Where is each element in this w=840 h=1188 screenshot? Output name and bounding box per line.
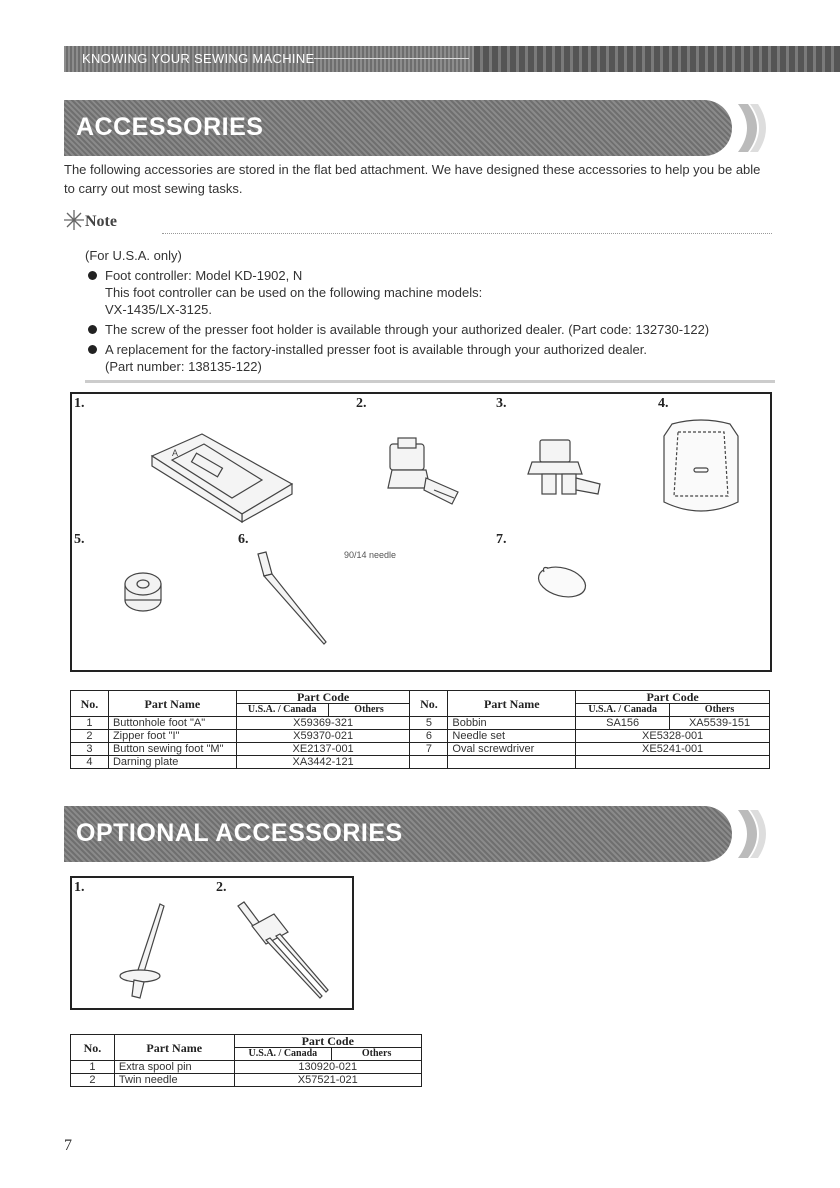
twin-needle-icon: [232, 900, 332, 1004]
col-usa: U.S.A. / Canada: [234, 1048, 332, 1061]
col-no: No.: [410, 691, 448, 717]
oval-screwdriver-icon: [534, 562, 590, 602]
cell-part-name: Extra spool pin: [114, 1061, 234, 1074]
figure-label: 3.: [496, 396, 507, 411]
table-header-row: [71, 691, 770, 704]
note-bottom-rule: [85, 380, 775, 383]
table-row: [71, 730, 770, 743]
cell-part-name: Oval screwdriver: [448, 743, 576, 756]
note-item-text: This foot controller can be used on the following machine models:: [105, 285, 483, 300]
figure-label: 4.: [658, 396, 669, 411]
figure-label: 6.: [238, 532, 249, 547]
note-item-text: (Part number: 138135-122): [105, 359, 262, 374]
col-part-code: Part Code: [236, 691, 410, 704]
cell-part-code: X59370-021: [236, 730, 410, 743]
note-region: (For U.S.A. only): [85, 248, 182, 263]
buttonhole-foot-icon: [142, 426, 302, 526]
cell-part-code: XA3442-121: [236, 756, 410, 769]
cell-part-code: X59369-321: [236, 717, 410, 730]
cell-part-name: Zipper foot "I": [108, 730, 236, 743]
cell-no: 2: [71, 1074, 115, 1087]
zipper-foot-icon: [370, 434, 470, 514]
table-row: [71, 743, 770, 756]
note-item-text: The screw of the presser foot holder is available through your authorized dealer. (Part code: 132730-122): [105, 322, 710, 337]
col-usa: U.S.A. / Canada: [236, 704, 328, 717]
needle-icon: [252, 550, 332, 646]
cell-no: 2: [71, 730, 109, 743]
section-header-title: KNOWING YOUR SEWING MACHINE: [82, 51, 315, 66]
accessories-figure: [70, 392, 772, 672]
figure-label: 1.: [74, 880, 85, 895]
figure-label: 2.: [216, 880, 227, 895]
note-item-text: A replacement for the factory-installed presser foot is available through your authorized dealer.: [105, 342, 647, 357]
svg-text:A: A: [172, 448, 179, 458]
cell-empty: [576, 756, 770, 769]
accessories-title: ACCESSORIES: [76, 113, 264, 141]
note-sparkle-icon: [62, 208, 86, 232]
cell-no: 1: [71, 1061, 115, 1074]
cell-part-code: XE2137-001: [236, 743, 410, 756]
col-part-code: Part Code: [234, 1035, 421, 1048]
button-sewing-foot-icon: [518, 434, 618, 514]
col-no: No.: [71, 691, 109, 717]
cell-part-name: Button sewing foot "M": [108, 743, 236, 756]
note-title: Note: [85, 213, 117, 230]
col-part-name: Part Name: [114, 1035, 234, 1061]
table-row: [71, 756, 770, 769]
table-header-row: [71, 1035, 422, 1048]
cell-no: 3: [71, 743, 109, 756]
cell-part-code: 130920-021: [234, 1061, 421, 1074]
col-part-name: Part Name: [108, 691, 236, 717]
cell-part-name: Darning plate: [108, 756, 236, 769]
figure-label: 7.: [496, 532, 507, 547]
optional-accessories-table: [70, 1034, 422, 1087]
col-no: No.: [71, 1035, 115, 1061]
note-item: [85, 321, 775, 338]
cell-part-name: Needle set: [448, 730, 576, 743]
optional-accessories-banner: [64, 806, 732, 862]
cell-no: 1: [71, 717, 109, 730]
table-row: [71, 1074, 422, 1087]
extra-spool-pin-icon: [110, 900, 190, 1004]
note-item: [85, 267, 775, 318]
cell-part-name: Buttonhole foot "A": [108, 717, 236, 730]
page-number: 7: [64, 1137, 72, 1154]
accessories-banner: [64, 100, 732, 156]
note-item-text: VX-1435/LX-3125.: [105, 302, 212, 317]
bobbin-icon: [120, 566, 166, 616]
cell-part-code: XE5241-001: [576, 743, 770, 756]
cell-no: 7: [410, 743, 448, 756]
col-others: Others: [328, 704, 410, 717]
table-row: [71, 1061, 422, 1074]
needle-caption: 90/14 needle: [344, 550, 397, 560]
figure-label: 5.: [74, 532, 85, 547]
optional-accessories-figure: [70, 876, 354, 1010]
note-divider: [162, 233, 772, 234]
cell-part-name: Twin needle: [114, 1074, 234, 1087]
cell-empty: [448, 756, 576, 769]
figure-label: 2.: [356, 396, 367, 411]
col-usa: U.S.A. / Canada: [576, 704, 670, 717]
darning-plate-icon: [656, 416, 746, 520]
cell-part-code-usa: SA156: [576, 717, 670, 730]
cell-no: 4: [71, 756, 109, 769]
col-part-name: Part Name: [448, 691, 576, 717]
chevron-icon: [734, 100, 774, 156]
cell-no: 6: [410, 730, 448, 743]
optional-accessories-title: OPTIONAL ACCESSORIES: [76, 819, 403, 847]
cell-part-code: XE5328-001: [576, 730, 770, 743]
col-others: Others: [332, 1048, 422, 1061]
cell-no: 5: [410, 717, 448, 730]
accessories-table: [70, 690, 770, 769]
chevron-icon: [734, 806, 774, 862]
header-rule: [314, 58, 469, 59]
accessories-intro: The following accessories are stored in the flat bed attachment. We have designed these accessories to help you be able to carry out most sewing tasks.: [64, 162, 761, 196]
cell-part-name: Bobbin: [448, 717, 576, 730]
col-part-code: Part Code: [576, 691, 770, 704]
cell-empty: [410, 756, 448, 769]
note-item: [85, 341, 775, 375]
figure-label: 1.: [74, 396, 85, 411]
section-header-band: [64, 46, 840, 72]
note-item-text: Foot controller: Model KD-1902, N: [105, 268, 303, 283]
col-others: Others: [670, 704, 770, 717]
cell-part-code-others: XA5539-151: [670, 717, 770, 730]
table-row: [71, 717, 770, 730]
cell-part-code: X57521-021: [234, 1074, 421, 1087]
note-body: [85, 247, 775, 375]
